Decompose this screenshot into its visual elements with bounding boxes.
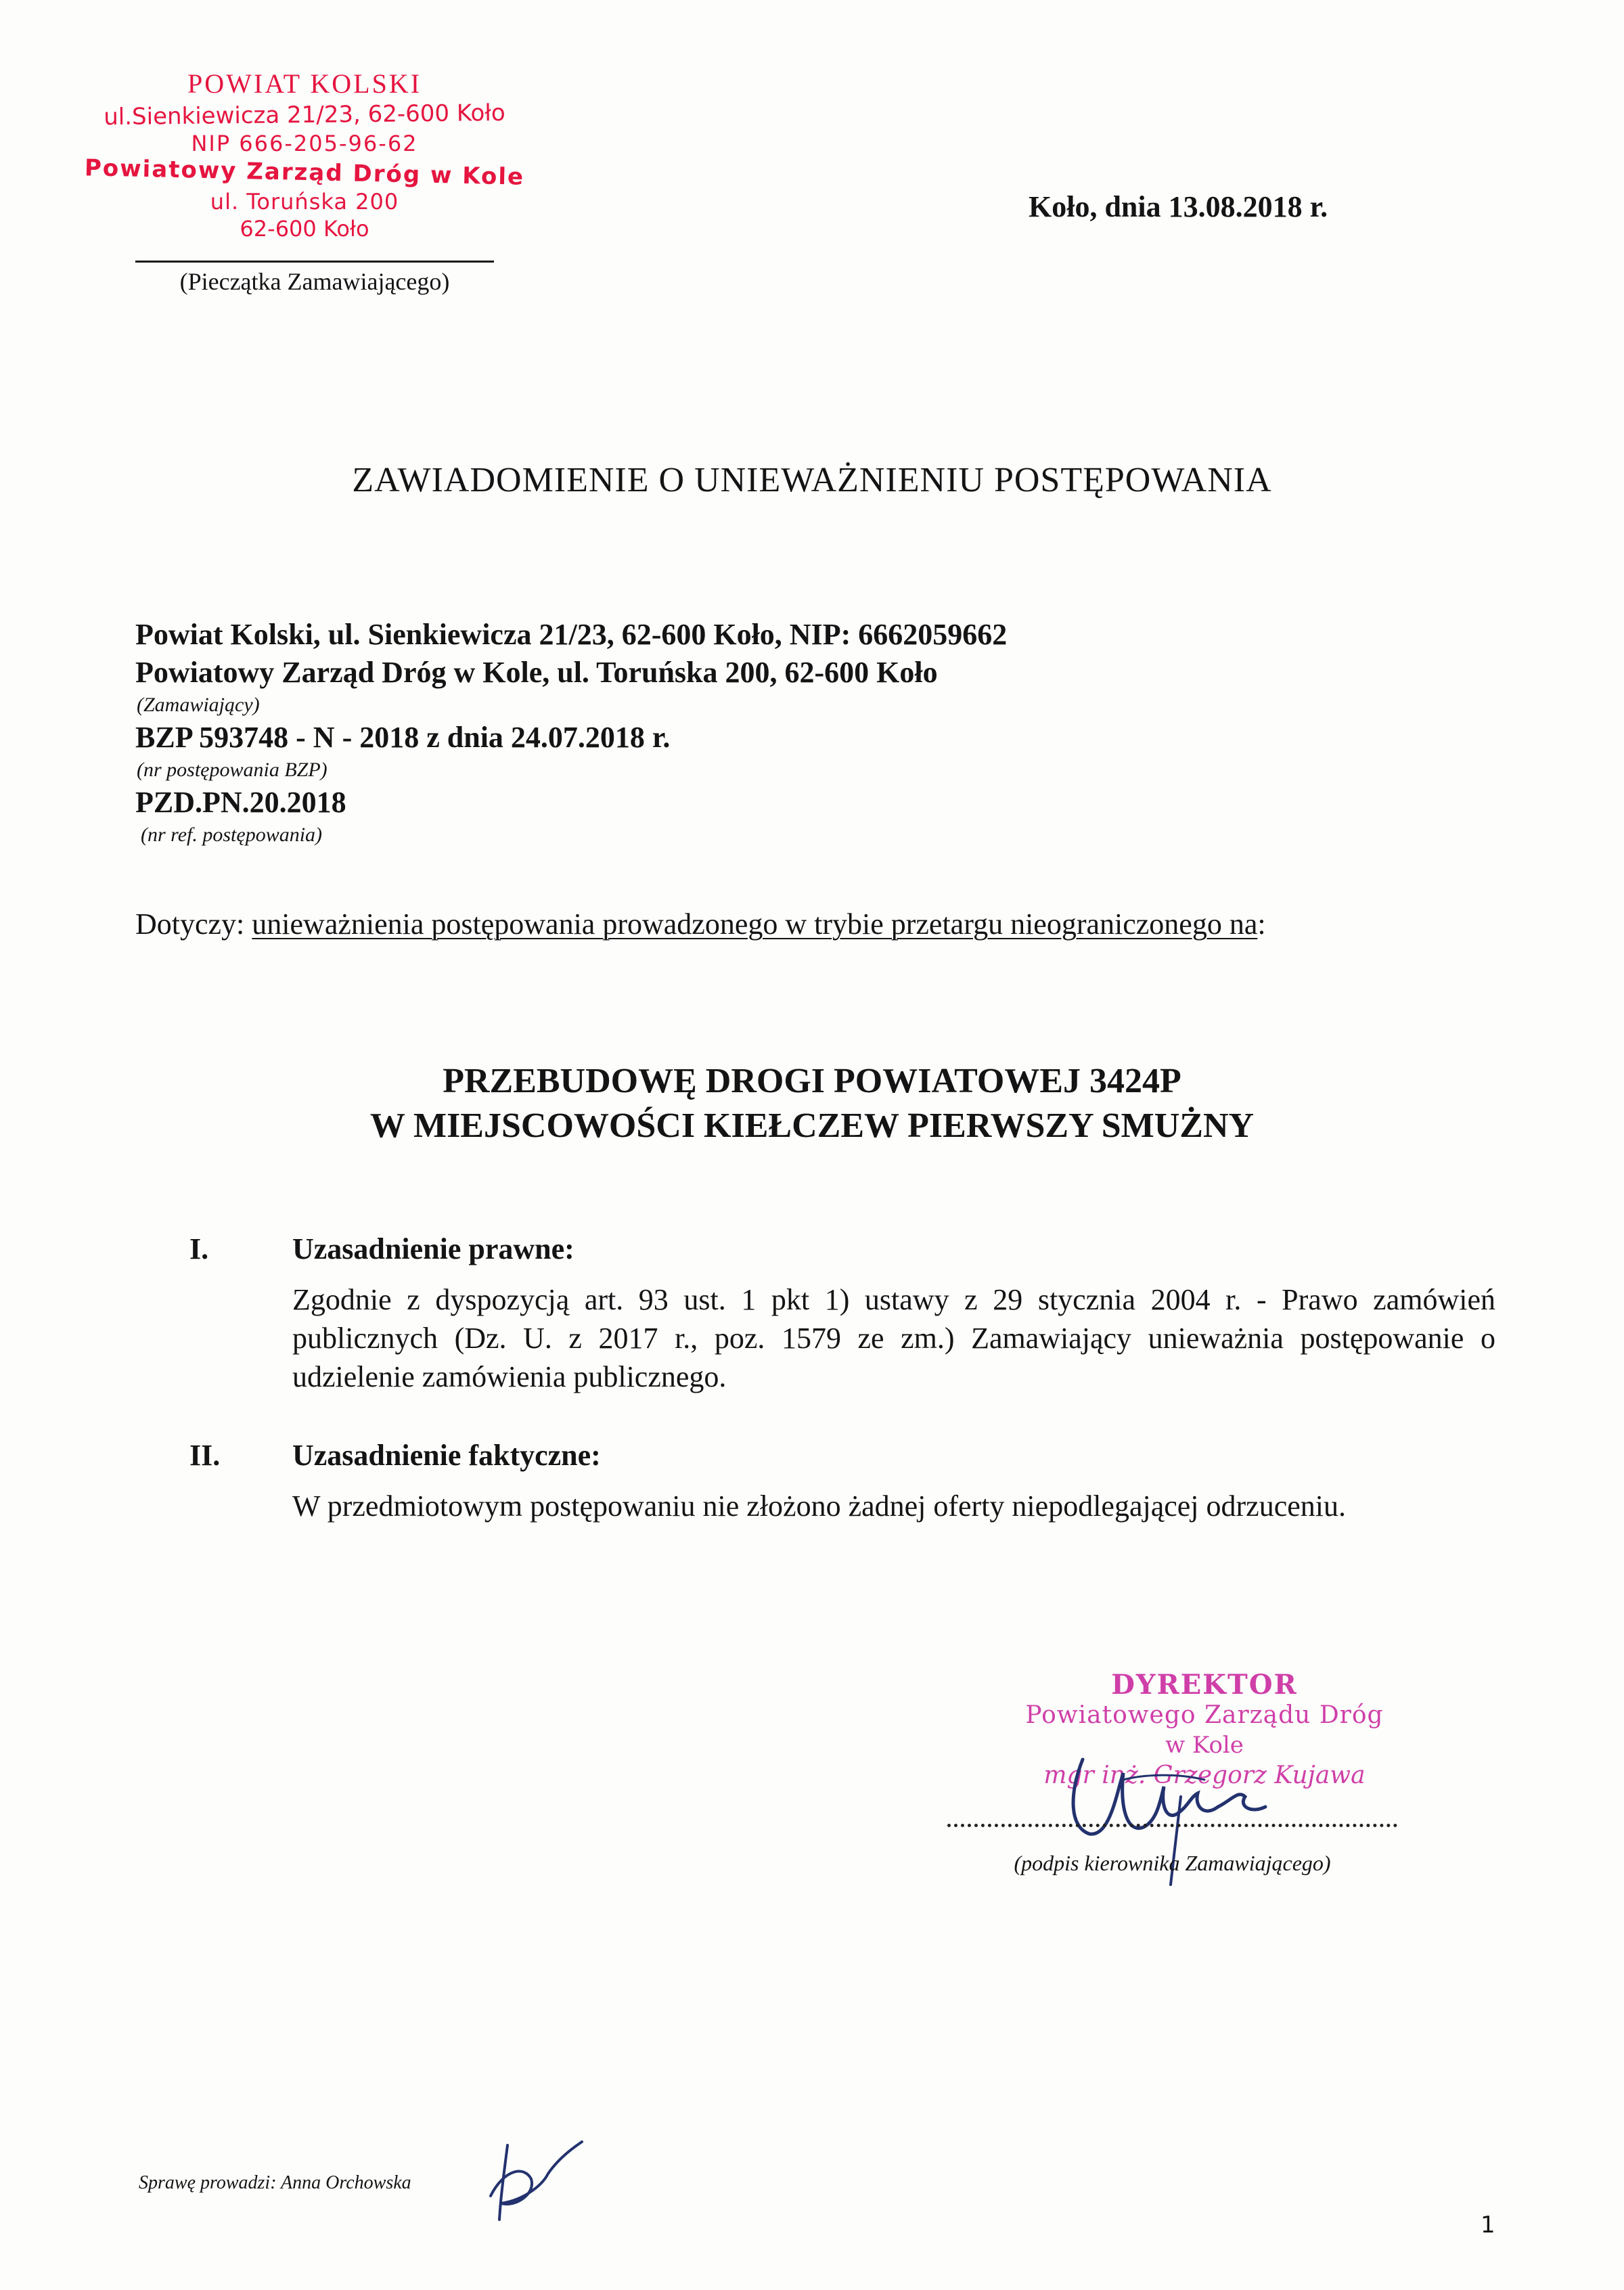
orderer-caption: (Zamawiający) xyxy=(137,694,260,716)
director-stamp-line-3: w Kole xyxy=(1165,1732,1244,1759)
case-handler: Sprawę prowadzi: Anna Orchowska xyxy=(139,2172,411,2193)
director-stamp-line-4: mgr inż. Grzegorz Kujawa xyxy=(1043,1761,1366,1789)
orderer-stamp xyxy=(68,68,541,242)
subject-line-2: W MIEJSCOWOŚCI KIEŁCZEW PIERWSZY SMUŻNY xyxy=(369,1106,1255,1145)
director-stamp-line-2: Powiatowego Zarządu Dróg xyxy=(1025,1701,1384,1729)
bzp-number: BZP 593748 - N - 2018 z dnia 24.07.2018 r. xyxy=(135,721,671,754)
section-heading: Uzasadnienie faktyczne: xyxy=(292,1439,601,1472)
section-heading: Uzasadnienie prawne: xyxy=(292,1232,574,1265)
stamp-line-6: 62-600 Koło xyxy=(240,216,369,242)
document-title: ZAWIADOMIENIE O UNIEWAŻNIENIU POSTĘPOWANIA xyxy=(352,461,1272,499)
regarding-text: unieważnienia postępowania prowadzonego w trybie przetargu nieograniczonego na xyxy=(252,907,1258,941)
stamp-line-3: NIP 666-205-96-62 xyxy=(191,131,418,156)
section-text: Zgodnie z dyspozycją art. 93 ust. 1 pkt 1) ustawy z 29 stycznia 2004 r. - Prawo zamówień publicznych (Dz. U. z 2017 r., poz. 1579 ze zm.) Zamawiający unieważnia postępowanie o udzielenie zamówienia publicznego. xyxy=(292,1283,1495,1393)
section-text: W przedmiotowym postępowaniu nie złożono żadnej oferty niepodlegającej odrzuceniu. xyxy=(292,1489,1346,1523)
orderer-line-2: Powiatowy Zarząd Dróg w Kole, ul. Toruńska 200, 62-600 Koło xyxy=(135,656,938,689)
orderer-block xyxy=(135,616,1421,849)
signature-caption: (podpis kierownika Zamawiającego) xyxy=(1014,1851,1331,1875)
page-number: 1 xyxy=(1481,2212,1495,2239)
procurement-subject xyxy=(0,1059,1624,1148)
regarding-label: Dotyczy: xyxy=(135,907,252,941)
case-handler-initials xyxy=(474,2132,589,2226)
bzp-caption: (nr postępowania BZP) xyxy=(137,759,328,781)
director-stamp-line-1: DYREKTOR xyxy=(1111,1669,1298,1701)
stamp-line-2: ul.Sienkiewicza 21/23, 62-600 Koło xyxy=(104,99,505,131)
subject-line-1: PRZEBUDOWĘ DROGI POWIATOWEJ 3424P xyxy=(443,1062,1181,1100)
reference-number: PZD.PN.20.2018 xyxy=(135,786,346,819)
signature-dotted-line xyxy=(947,1824,1397,1827)
stamp-line-1: POWIAT KOLSKI xyxy=(187,68,422,99)
stamp-line-5: ul. Toruńska 200 xyxy=(210,189,399,215)
stamp-caption: (Pieczątka Zamawiającego) xyxy=(179,268,450,295)
section-number: I. xyxy=(189,1232,209,1265)
section-number: II. xyxy=(189,1439,221,1472)
regarding-end: : xyxy=(1257,907,1266,941)
stamp-divider xyxy=(135,261,494,263)
stamp-line-4: Powiatowy Zarząd Dróg w Kole xyxy=(84,154,525,191)
document-date: Koło, dnia 13.08.2018 r. xyxy=(1029,190,1328,223)
reference-caption: (nr ref. postępowania) xyxy=(141,824,323,846)
regarding-line xyxy=(135,907,1489,941)
orderer-line-1: Powiat Kolski, ul. Sienkiewicza 21/23, 62-600 Koło, NIP: 6662059662 xyxy=(135,618,1008,651)
